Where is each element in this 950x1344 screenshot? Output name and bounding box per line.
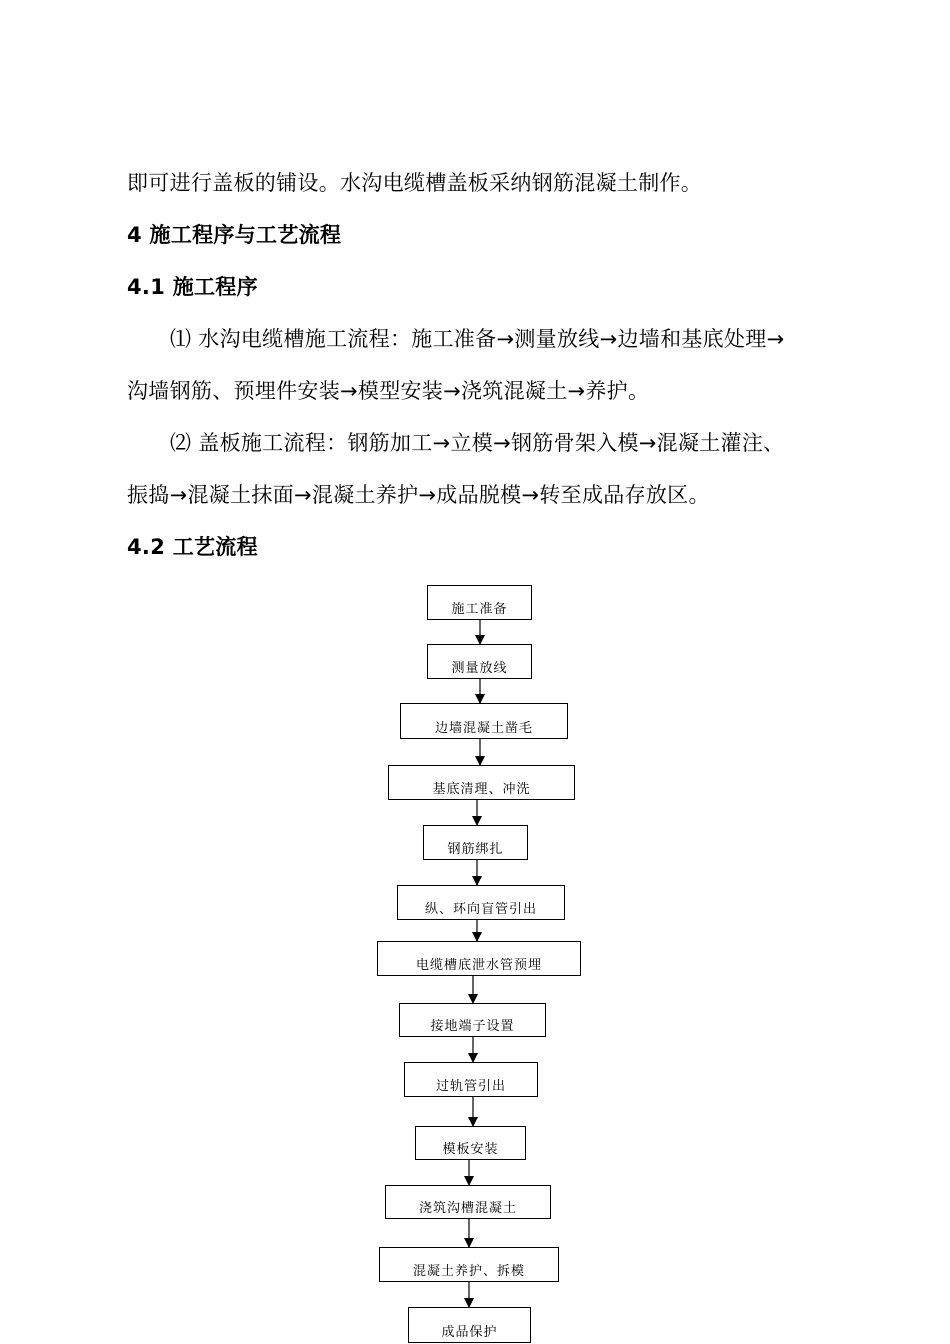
paragraph-continuation: 即可进行盖板的铺设。水沟电缆槽盖板采纳钢筋混凝土制作。 [127, 171, 703, 195]
flow-step-grounding: 接地端子设置 [399, 1003, 546, 1037]
flow-step-base-cleaning: 基底清理、冲洗 [388, 765, 575, 800]
flow-step-formwork: 模板安装 [415, 1126, 526, 1160]
flow-step-rebar-binding: 钢筋绑扎 [423, 825, 528, 860]
paragraph-ditch-flow-line2: 沟墙钢筋、预埋件安装→模型安装→浇筑混凝土→养护。 [127, 379, 650, 403]
flow-step-crossing-pipe: 过轨管引出 [404, 1062, 538, 1097]
section-heading-4: 4 施工程序与工艺流程 [127, 223, 342, 247]
paragraph-ditch-flow-line1: ⑴ 水沟电缆槽施工流程：施工准备→测量放线→边墙和基底处理→ [170, 327, 785, 351]
flow-step-drain-pipe: 电缆槽底泄水管预埋 [377, 941, 581, 976]
section-heading-4-2: 4.2 工艺流程 [127, 535, 258, 559]
flow-step-pour-concrete: 浇筑沟槽混凝土 [385, 1185, 551, 1219]
flow-step-blind-pipe: 纵、环向盲管引出 [397, 885, 565, 920]
paragraph-cover-flow-line1: ⑵ 盖板施工流程：钢筋加工→立模→钢筋骨架入模→混凝土灌注、 [170, 431, 785, 455]
flow-step-protection: 成品保护 [408, 1307, 531, 1343]
section-heading-4-1: 4.1 施工程序 [127, 275, 258, 299]
flow-step-curing: 混凝土养护、拆模 [379, 1247, 559, 1282]
flow-step-survey: 测量放线 [427, 644, 532, 679]
flow-step-wall-roughening: 边墙混凝土凿毛 [400, 703, 568, 739]
flow-step-preparation: 施工准备 [427, 585, 532, 620]
paragraph-cover-flow-line2: 振捣→混凝土抹面→混凝土养护→成品脱模→转至成品存放区。 [127, 483, 710, 507]
